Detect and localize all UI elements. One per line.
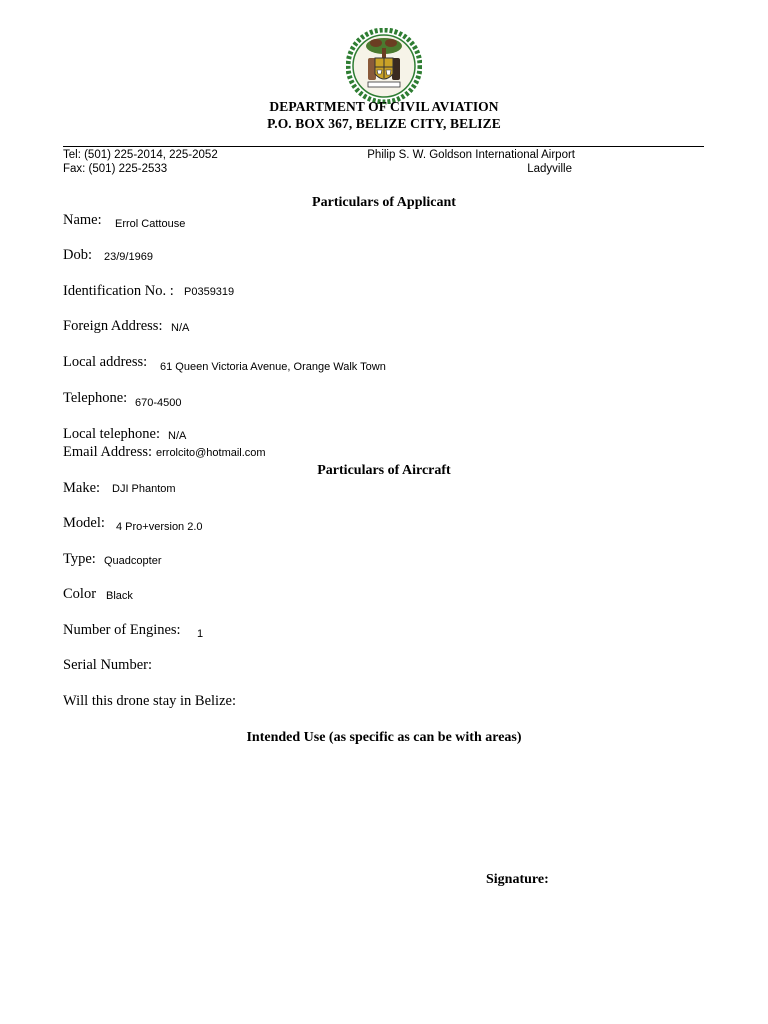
engines-label: Number of Engines: <box>63 622 181 638</box>
header-divider <box>63 146 704 147</box>
local-address-value: 61 Queen Victoria Avenue, Orange Walk Town <box>160 361 386 373</box>
department-title: DEPARTMENT OF CIVIL AVIATION <box>269 99 499 114</box>
type-value: Quadcopter <box>104 555 162 567</box>
serial-number-label: Serial Number: <box>63 657 152 673</box>
engines-value: 1 <box>197 628 204 640</box>
fax-line: Fax: (501) 225-2533 <box>63 163 168 175</box>
color-value: Black <box>106 590 133 602</box>
name-value: Errol Cattouse <box>115 218 186 230</box>
local-telephone-value: N/A <box>168 430 187 442</box>
telephone-line: Tel: (501) 225-2014, 225-2052 <box>63 149 218 161</box>
dob-label: Dob: <box>63 247 92 263</box>
model-value: 4 Pro+version 2.0 <box>116 521 203 533</box>
intended-use-title: Intended Use (as specific as can be with areas) <box>246 730 522 745</box>
identification-label: Identification No. : <box>63 283 174 299</box>
email-label: Email Address: <box>63 444 153 460</box>
make-label: Make: <box>63 480 101 496</box>
email-value: errolcito@hotmail.com <box>156 447 266 459</box>
name-label: Name: <box>63 212 102 228</box>
color-label: Color <box>63 586 97 602</box>
applicant-section-title: Particulars of Applicant <box>312 195 456 210</box>
model-label: Model: <box>63 515 105 531</box>
foreign-address-value: N/A <box>171 322 190 334</box>
dob-value: 23/9/1969 <box>104 251 153 263</box>
make-value: DJI Phantom <box>112 483 176 495</box>
type-label: Type: <box>63 551 96 567</box>
local-address-label: Local address: <box>63 354 148 370</box>
telephone-value: 670-4500 <box>135 397 182 409</box>
telephone-label: Telephone: <box>63 390 128 406</box>
local-telephone-label: Local telephone: <box>63 426 161 442</box>
coat-of-arms-graphic <box>346 28 422 104</box>
identification-value: P0359319 <box>184 286 235 298</box>
drone-stay-label: Will this drone stay in Belize: <box>63 693 236 709</box>
foreign-address-label: Foreign Address: <box>63 318 163 334</box>
airport-name: Philip S. W. Goldson International Airport <box>367 149 575 161</box>
coat-of-arms-icon <box>346 28 422 104</box>
department-address: P.O. BOX 367, BELIZE CITY, BELIZE <box>267 116 501 131</box>
aircraft-section-title: Particulars of Aircraft <box>317 463 451 478</box>
airport-location: Ladyville <box>527 163 572 175</box>
signature-label: Signature: <box>486 872 549 887</box>
